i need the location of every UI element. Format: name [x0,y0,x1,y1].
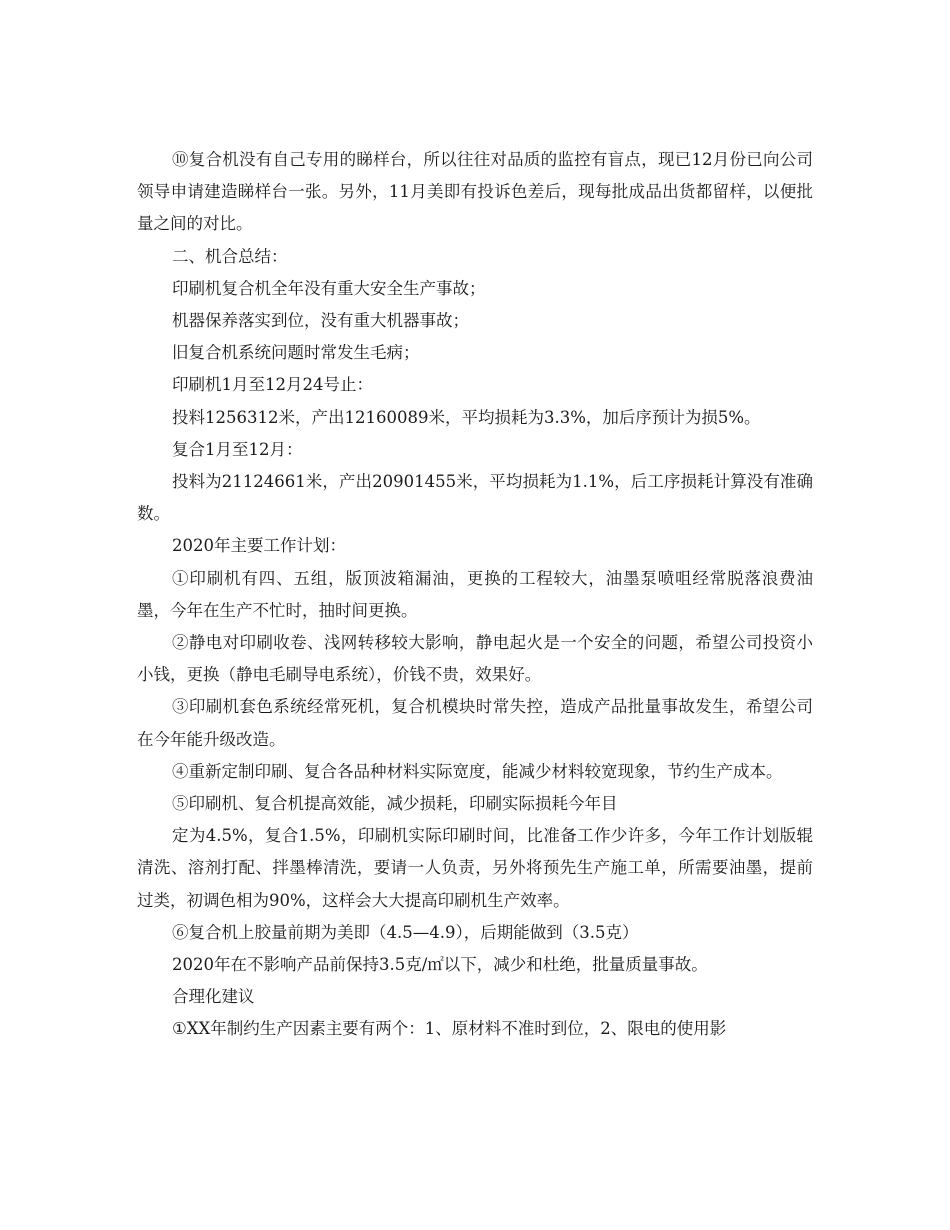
plan-item-5: ⑤印刷机、复合机提高效能，减少损耗，印刷实际损耗今年目 [172,794,618,814]
paragraph-lamination-stats: 投料为21124661米，产出20901455米，平均损耗为1.1%，后工序损耗计算没有准确数。 [137,472,813,524]
paragraph-no-safety-accident: 印刷机复合机全年没有重大安全生产事故； [172,278,486,298]
suggestion-item-1: ①XX年制约生产因素主要有两个：1、原材料不准时到位，2、限电的使用影 [172,1019,727,1039]
paragraph-maintenance: 机器保养落实到位，没有重大机器事故； [172,311,469,331]
paragraph-10-sample-table: ⑩复合机没有自己专用的睇样台，所以往往对品质的监控有盲点，现已12月份已向公司领导申请建造睇样台一张。另外，11月美即有投诉色差后，现每批成品出货都留样，以便批量之间的对比。 [137,150,813,234]
plan-item-3: ③印刷机套色系统经常死机，复合机模块时常失控，造成产品批量事故发生，希望公司在今年能升级改造。 [137,697,813,749]
plan-item-6: ⑥复合机上胶量前期为美即（4.5—4.9），后期能做到（3.5克） [172,922,639,942]
section-heading-work-plan: 2020年主要工作计划： [172,536,346,556]
paragraph-lamination-period: 复合1月至12月： [172,439,303,459]
plan-item-1: ①印刷机有四、五组，版顶波箱漏油，更换的工程较大，油墨泵喷咀经常脱落浪费油墨，今年在生产不忙时，抽时间更换。 [137,568,813,620]
plan-item-5-continued: 定为4.5%，复合1.5%，印刷机实际印刷时间，比准备工作少许多，今年工作计划版辊清洗、溶剂打配、拌墨棒清洗，要请一人负责，另外将预先生产施工单，所需要油墨，提前过类，初调色相为90%，这样会大大提高印刷机生产效率。 [137,826,813,910]
section-heading-summary: 二、机合总结： [172,246,288,266]
paragraph-printing-period: 印刷机1月至12月24号止： [172,375,373,395]
paragraph-printing-stats: 投料1256312米，产出12160089米，平均损耗为3.3%，加后序预计为损5%。 [172,407,761,427]
paragraph-glue-target: 2020年在不影响产品前保持3.5克/㎡以下，减少和杜绝，批量质量事故。 [172,955,708,975]
document-body [137,144,813,1046]
paragraph-old-system: 旧复合机系统问题时常发生毛病； [172,343,420,363]
plan-item-4: ④重新定制印刷、复合各品种材料实际宽度，能减少材料较宽现象，节约生产成本。 [172,761,783,781]
plan-item-2: ②静电对印刷收卷、浅网转移较大影响，静电起火是一个安全的问题，希望公司投资小小钱，更换（静电毛刷导电系统），价钱不贵，效果好。 [137,633,813,685]
section-heading-suggestions: 合理化建议 [172,987,255,1007]
